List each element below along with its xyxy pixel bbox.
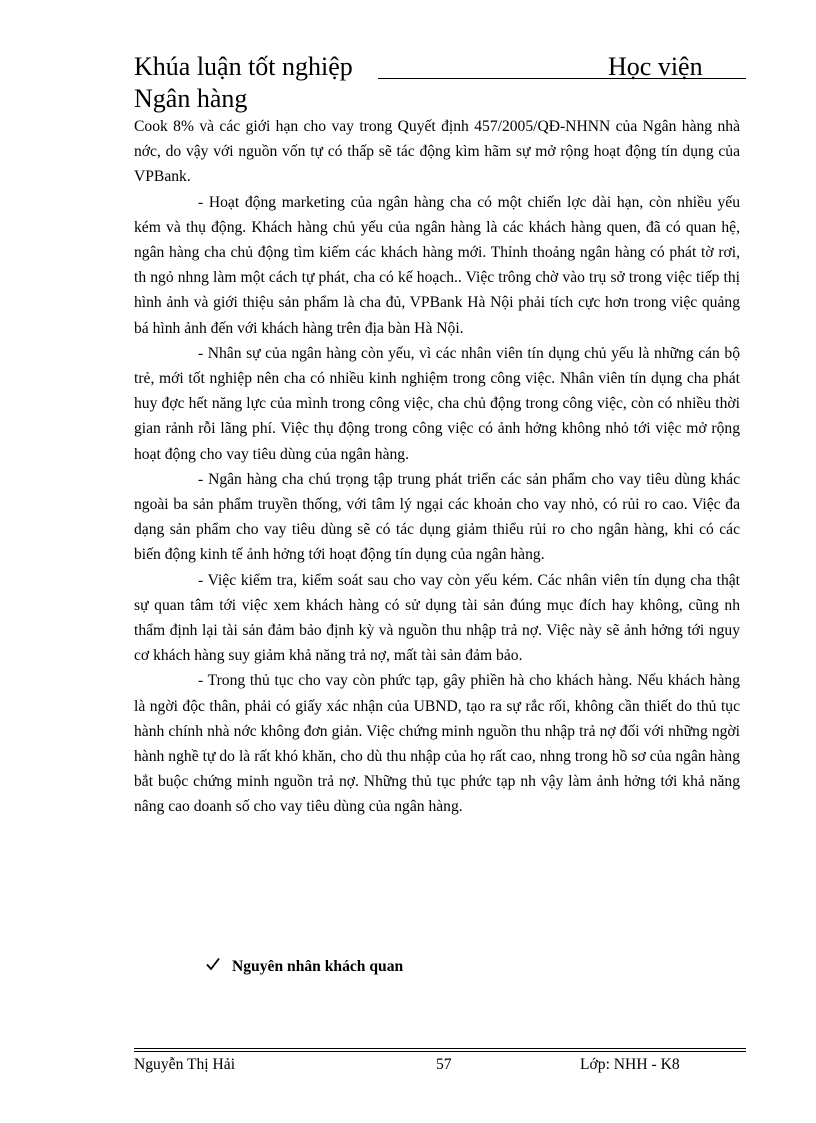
page-header xyxy=(134,50,746,113)
check-mark-icon xyxy=(206,957,220,976)
paragraph-1: Cook 8% và các giới hạn cho vay trong Quyết định 457/2005/QĐ-NHNN của Ngân hàng nhà nớc, do vậy với nguồn vốn tự có thấp sẽ tác động kìm hãm sự mở rộng hoạt động tín dụng của VPBank. xyxy=(134,118,740,186)
header-title-left: Khúa luận tốt nghiệp xyxy=(134,52,353,81)
paragraph-procedures: - Trong thủ tục cho vay còn phức tạp, gây phiền hà cho khách hàng. Nếu khách hàng là ngời độc thân, phải có giấy xác nhận của UBND, tạo ra sự rắc rối, không cần thiết do thủ tục hành chính nhà nớc không đơn giản. Việc chứng minh nguồn thu nhập trả nợ đối với những ngời hành nghề tự do là rất khó khăn, cho dù thu nhập của họ rất cao, nhng trong hồ sơ của ngân hàng bắt buộc chứng minh nguồn trả nợ. Những thủ tục phức tạp nh vậy làm ảnh hởng tới khả năng nâng cao doanh số cho vay tiêu dùng của ngân hàng. xyxy=(134,672,740,816)
footer-author: Nguyễn Thị Hải xyxy=(134,1056,236,1073)
footer-rule-bottom xyxy=(134,1051,746,1052)
page-footer xyxy=(134,1053,746,1077)
header-underline-rule xyxy=(378,78,746,79)
section-heading-text: Nguyên nhân khách quan xyxy=(232,958,404,975)
body-text xyxy=(134,114,740,820)
footer-class: Lớp: NHH - K8 xyxy=(580,1056,680,1073)
paragraph-products: - Ngân hàng cha chú trọng tập trung phát triển các sản phẩm cho vay tiêu dùng khác ngoài ba sản phẩm truyền thống, với tâm lý ngại các khoản cho vay nhỏ, có rủi ro cao. Việc đa dạng sản phẩm cho vay tiêu dùng sẽ có tác dụng giảm thiểu rủi ro cho ngân hàng, khi có các biến động kinh tế ảnh hởng tới hoạt động tín dụng của ngân hàng. xyxy=(134,470,740,564)
footer-rule-top xyxy=(134,1048,746,1049)
paragraph-marketing: - Hoạt động marketing của ngân hàng cha có một chiến lợc dài hạn, còn nhiều yếu kém và thụ động. Khách hàng chủ yếu của ngân hàng là các khách hàng quen, đã có quan hệ, ngân hàng cha chủ động tìm kiếm các khách hàng mới. Thỉnh thoảng ngân hàng có phát tờ rơi, th ngỏ nhng làm một cách tự phát, cha có kế hoạch.. Việc trông chờ vào trụ sở trong việc tiếp thị hình ảnh và giới thiệu sản phẩm là cha đủ, VPBank Hà Nội phải tích cực hơn trong việc quảng bá hình ảnh đến với khách hàng trên địa bàn Hà Nội. xyxy=(134,193,740,337)
paragraph-staff: - Nhân sự của ngân hàng còn yếu, vì các nhân viên tín dụng chủ yếu là những cán bộ trẻ, mới tốt nghiệp nên cha có nhiều kinh nghiệm trong công việc. Nhân viên tín dụng cha phát huy đợc hết năng lực của mình trong công việc, cha chủ động trong công việc, còn có nhiều thời gian rảnh rỗi lãng phí. Việc thụ động trong công việc có ảnh hởng không nhỏ tới việc mở rộng hoạt động cho vay tiêu dùng của ngân hàng. xyxy=(134,344,740,463)
header-title-line2: Ngân hàng xyxy=(134,84,248,113)
section-heading xyxy=(206,957,403,976)
header-title-right: Học viện xyxy=(608,52,703,81)
footer-page-number: 57 xyxy=(436,1056,452,1073)
paragraph-control: - Việc kiểm tra, kiểm soát sau cho vay còn yếu kém. Các nhân viên tín dụng cha thật sự quan tâm tới việc xem khách hàng có sử dụng tài sản đúng mục đích hay không, cũng nh thẩm định lại tài sản đảm bảo định kỳ và nguồn thu nhập trả nợ. Việc này sẽ ảnh hởng tới nguy cơ khách hàng suy giảm khả năng trả nợ, mất tài sản đảm bảo. xyxy=(134,571,740,665)
